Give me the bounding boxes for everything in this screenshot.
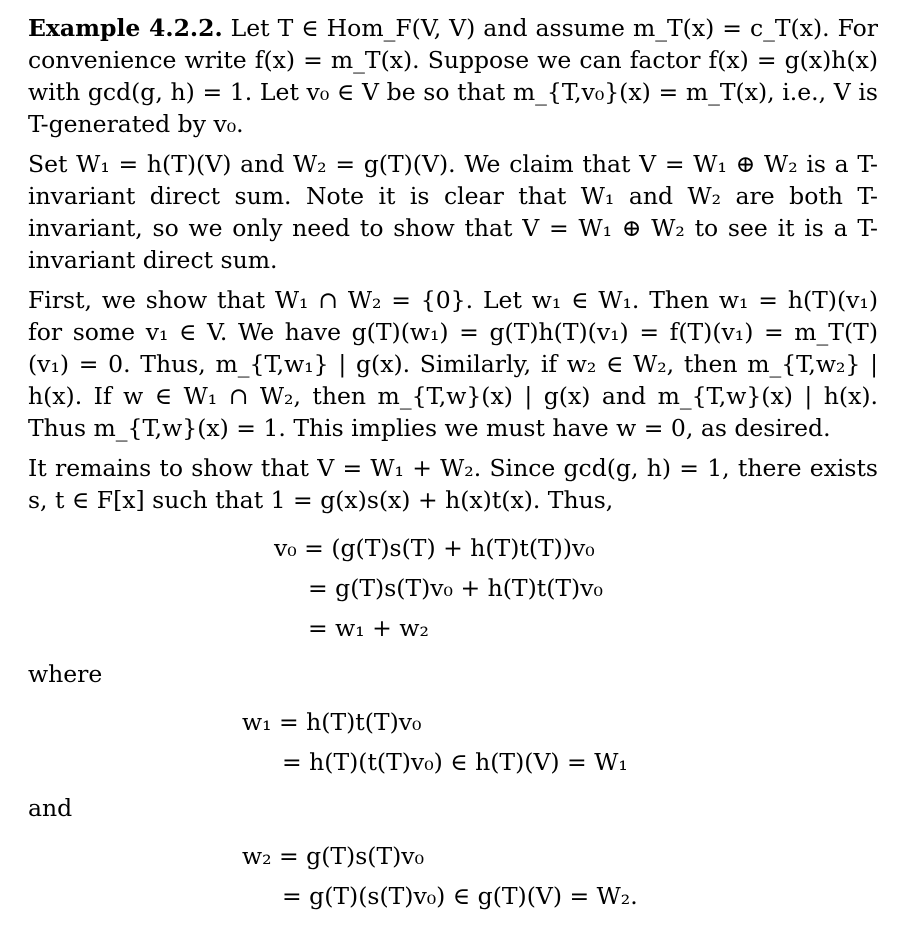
paragraph-3-text: First, we show that W₁ ∩ W₂ = {0}. Let w₁ ∈ W₁. Then w₁ = h(T)(v₁) for some v₁ ∈ V. We have g(T)(w₁) = g(T)h(T)(v₁) = f(T)(v₁) = m_T(T)(v₁) = 0. Thus, m_{T,w₁} | g(x). Similarly, if w₂ ∈ W₂, then m_{T,w₂} | h(x). If w ∈ W₁ ∩ W₂, then m_{T,w}(x) | g(x) and m_{T,w}(x) | h(x). Thus m_{T,w}(x) = 1. This implies we must have w = 0, as desired. <box>28 286 878 442</box>
paragraph-2-text: Set W₁ = h(T)(V) and W₂ = g(T)(V). We claim that V = W₁ ⊕ W₂ is a T-invariant direct sum. Note it is clear that W₁ and W₂ are both T-invariant, so we only need to show that V = W₁ ⊕ W₂ to see it is a T-invariant direct sum. <box>28 150 878 274</box>
example-heading: Example 4.2.2. <box>28 14 223 42</box>
equation-2-line-2: = h(T)(t(T)v₀) ∈ h(T)(V) = W₁ <box>282 748 628 776</box>
equation-3-line-1: w₂ = g(T)s(T)v₀ <box>242 842 424 870</box>
paragraph-2 <box>28 148 878 276</box>
equation-1-line-3: = w₁ + w₂ <box>308 614 429 642</box>
paragraph-example-intro <box>28 12 878 140</box>
paragraph-1-text: Let T ∈ Hom_F(V, V) and assume m_T(x) = c_T(x). For convenience write f(x) = m_T(x). Suppose we can factor f(x) = g(x)h(x) with gcd(g, h) = 1. Let v₀ ∈ V be so that m_{T,v₀}(x) = m_T(x), i.e., V is T-generated by v₀. <box>28 14 878 138</box>
equation-3-line-2: = g(T)(s(T)v₀) ∈ g(T)(V) = W₂. <box>282 882 638 910</box>
document-page <box>28 12 878 516</box>
paragraph-4 <box>28 452 878 516</box>
equation-1-line-2: = g(T)s(T)v₀ + h(T)t(T)v₀ <box>308 574 603 602</box>
and-label: and <box>28 794 73 822</box>
equation-2-line-1: w₁ = h(T)t(T)v₀ <box>242 708 422 736</box>
equation-1-line-1: v₀ = (g(T)s(T) + h(T)t(T))v₀ <box>274 534 595 562</box>
paragraph-3 <box>28 284 878 444</box>
where-label: where <box>28 660 103 688</box>
paragraph-4-text: It remains to show that V = W₁ + W₂. Since gcd(g, h) = 1, there exists s, t ∈ F[x] such that 1 = g(x)s(x) + h(x)t(x). Thus, <box>28 454 878 514</box>
